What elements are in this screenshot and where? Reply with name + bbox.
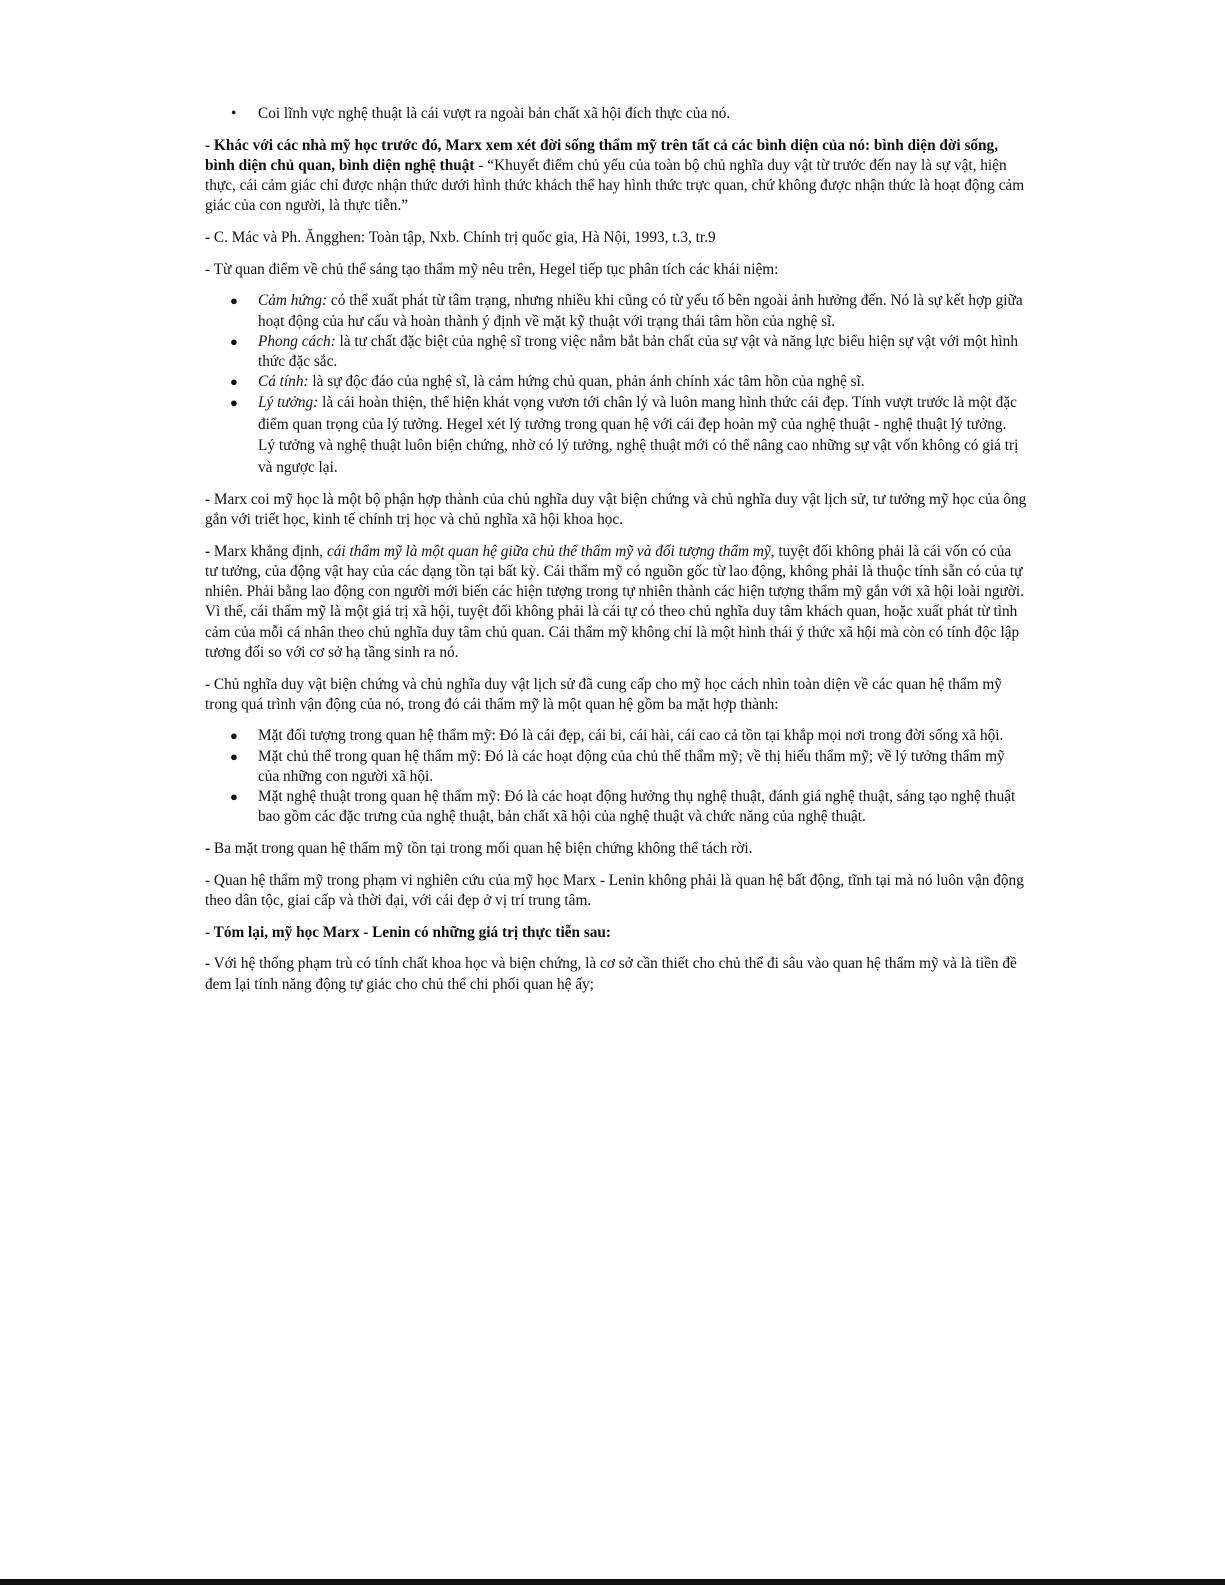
paragraph-dash: -	[205, 542, 211, 560]
list-item	[205, 747, 1027, 787]
paragraph-lead: Marx khẳng định,	[210, 542, 327, 560]
three-aspects-paragraph	[205, 839, 1027, 859]
paragraph-text: Với hệ thống phạm trù có tính chất khoa học và biện chứng, là cơ sở cần thiết cho chủ thể đi sâu vào quan hệ thẩm mỹ và là tiền đề đem lại tính năng động tự giác cho chủ thể chi phối quan hệ ấy;	[205, 955, 1017, 993]
paragraph-dash: -	[205, 675, 211, 693]
concept-term: Phong cách:	[258, 332, 336, 350]
citation-paragraph	[205, 228, 1027, 248]
list-item	[205, 726, 1027, 746]
marx-aesthetics-paragraph	[205, 490, 1027, 530]
aspect-text: Mặt chủ thể trong quan hệ thẩm mỹ: Đó là các hoạt động của chủ thể thẩm mỹ; về thị hiếu thẩm mỹ; về lý tưởng thẩm mỹ của những con người xã hội.	[258, 747, 1005, 785]
concept-definition: là tư chất đặc biệt của nghệ sĩ trong việc nắm bắt bản chất của sự vật và năng lực biểu hiện sự vật với một hình thức đặc sắc.	[258, 332, 1018, 371]
paragraph-text: Chủ nghĩa duy vật biện chứng và chủ nghĩa duy vật lịch sử đã cung cấp cho mỹ học cách nhìn toàn diện về các quan hệ thẩm mỹ trong quá trình vận động của nó, trong đó cái thẩm mỹ là một quan hệ gồm ba mặt hợp thành:	[205, 675, 1002, 713]
paragraph-dash: -	[205, 839, 211, 857]
bullet-icon: •	[231, 105, 237, 122]
list-item	[205, 372, 1027, 392]
marx-planes-quote: - “Khuyết điểm chủ yếu của toàn bộ chủ nghĩa duy vật từ trước đến nay là sự vật, hiện thực, cái cảm giác chỉ được nhận thức dưới hình thức khách thể hay hình thức trực quan, chứ không được nhận thức là hoạt động cảm giác của con người, là thực tiễn.”	[205, 156, 1025, 215]
paragraph-text: tuyệt đối không phải là cái vốn có của tư tưởng, của động vật hay của các dạng tồn tại bất kỳ. Cái thẩm mỹ có nguồn gốc từ lao động, không phải là thuộc tính sẵn có của tự nhiên. Phải bằng lao động con người mới biến các hiện tượng trong tự nhiên thành các hiện tượng thẩm mỹ gắn với xã hội loài người. Vì thế, cái thẩm mỹ là một giá trị xã hội, tuyệt đối không phải là cái tự có theo chủ nghĩa duy tâm khách quan, hoặc xuất phát từ tình cảm của mỗi cá nhân theo chủ nghĩa duy tâm chủ quan. Cái thẩm mỹ không chỉ là một hình thái ý thức xã hội mà còn có tính độc lập tương đối so với cơ sở hạ tầng sinh ra nó.	[205, 542, 1024, 661]
intro-bullet-text: Coi lĩnh vực nghệ thuật là cái vượt ra ngoài bản chất xã hội đích thực của nó.	[258, 105, 731, 122]
page-bottom-border	[0, 1579, 1225, 1585]
bullet-icon: ●	[230, 395, 238, 411]
paragraph-text: Marx coi mỹ học là một bộ phận hợp thành của chủ nghĩa duy vật biện chứng và chủ nghĩa duy vật lịch sử, tư tưởng mỹ học của ông gắn với triết học, kinh tế chính trị học và chủ nghĩa xã hội khoa học.	[205, 490, 1027, 529]
concept-term: Cảm hứng:	[258, 292, 328, 310]
bullet-icon: ●	[230, 293, 238, 309]
bullet-icon: ●	[230, 748, 238, 764]
dialectic-paragraph	[205, 675, 1027, 715]
document-page	[205, 104, 1027, 1006]
marx-assertion-paragraph	[205, 542, 1027, 663]
list-item	[205, 392, 1027, 478]
aspect-text: Mặt nghệ thuật trong quan hệ thẩm mỹ: Đó là các hoạt động hưởng thụ nghệ thuật, đánh giá nghệ thuật, sáng tạo nghệ thuật bao gồm các đặc trưng của nghệ thuật, bản chất xã hội của nghệ thuật và chức năng của nghệ thuật.	[258, 788, 1016, 826]
relation-paragraph: - Quan hệ thẩm mỹ trong phạm vi nghiên cứu của mỹ học Marx - Lenin không phải là quan hệ bất động, tĩnh tại mà nó luôn vận động theo dân tộc, giai cấp và thời đại, với cái đẹp ở vị trí trung tâm.	[205, 871, 1024, 909]
practical-value-paragraph	[205, 954, 1027, 994]
concept-definition: có thể xuất phát từ tâm trạng, nhưng nhiều khi cũng có từ yếu tố bên ngoài ảnh hưởng đến. Nó là sự kết hợp giữa hoạt động của hư cấu và hoàn thành ý định về mặt kỹ thuật với trạng thái tâm hồn của nghệ sĩ.	[258, 292, 1023, 330]
bullet-icon: ●	[230, 728, 238, 744]
citation-text: C. Mác và Ph. Ăngghen: Toàn tập, Nxb. Chính trị quốc gia, Hà Nội, 1993, t.3, tr.9	[210, 229, 716, 247]
concept-term: Lý tưởng:	[258, 394, 319, 412]
aesthetic-aspects-list	[205, 726, 1027, 827]
concept-term: Cá tính:	[258, 373, 309, 391]
paragraph-text: Ba mặt trong quan hệ thẩm mỹ tồn tại trong mối quan hệ biện chứng không thể tách rời.	[210, 839, 753, 857]
paragraph-dash: -	[205, 490, 211, 508]
bullet-icon: ●	[230, 789, 238, 805]
marx-planes-heading: - Khác với các nhà mỹ học trước đó, Marx xem xét đời sống thẩm mỹ trên tất cả các bình diện của nó: bình diện đời sống, bình diện chủ quan, bình diện nghệ thuật	[205, 136, 999, 174]
paragraph-dash: -	[205, 955, 211, 973]
hegel-concepts-list	[205, 291, 1027, 478]
citation-dash: -	[205, 229, 211, 247]
list-item	[205, 332, 1027, 372]
intro-bullet-item	[205, 104, 1027, 124]
bullet-icon: ●	[230, 333, 238, 349]
list-item	[205, 291, 1027, 331]
concept-definition: là sự độc đáo của nghệ sĩ, là cảm hứng chủ quan, phản ánh chính xác tâm hồn của nghệ sĩ.	[308, 373, 865, 391]
aspect-text: Mặt đối tượng trong quan hệ thẩm mỹ: Đó là cái đẹp, cái bi, cái hài, cái cao cả tồn tại khắp mọi nơi trong đời sống xã hội.	[258, 727, 1004, 745]
paragraph-marx-planes	[205, 136, 1027, 217]
hegel-intro-paragraph: - Từ quan điểm về chủ thể sáng tạo thẩm mỹ nêu trên, Hegel tiếp tục phân tích các khái niệm:	[205, 260, 779, 278]
paragraph-italic-definition: cái thẩm mỹ là một quan hệ giữa chủ thể thẩm mỹ và đối tượng thẩm mỹ,	[326, 542, 775, 560]
summary-heading: - Tóm lại, mỹ học Marx - Lenin có những giá trị thực tiễn sau:	[205, 923, 612, 941]
list-item	[205, 787, 1027, 827]
bullet-icon: ●	[230, 374, 238, 390]
concept-definition: là cái hoàn thiện, thể hiện khát vọng vươn tới chân lý và luôn mang hình thức cái đẹp. Tính vượt trước là một đặc điểm quan trọng của lý tưởng. Hegel xét lý tưởng trong quan hệ với cái đẹp hoàn mỹ của nghệ thuật - nghệ thuật lý tưởng. Lý tưởng và nghệ thuật luôn biện chứng, nhờ có lý tưởng, nghệ thuật mới có thể nâng cao những sự vật vốn không có giá trị và ngược lại.	[258, 394, 1019, 476]
